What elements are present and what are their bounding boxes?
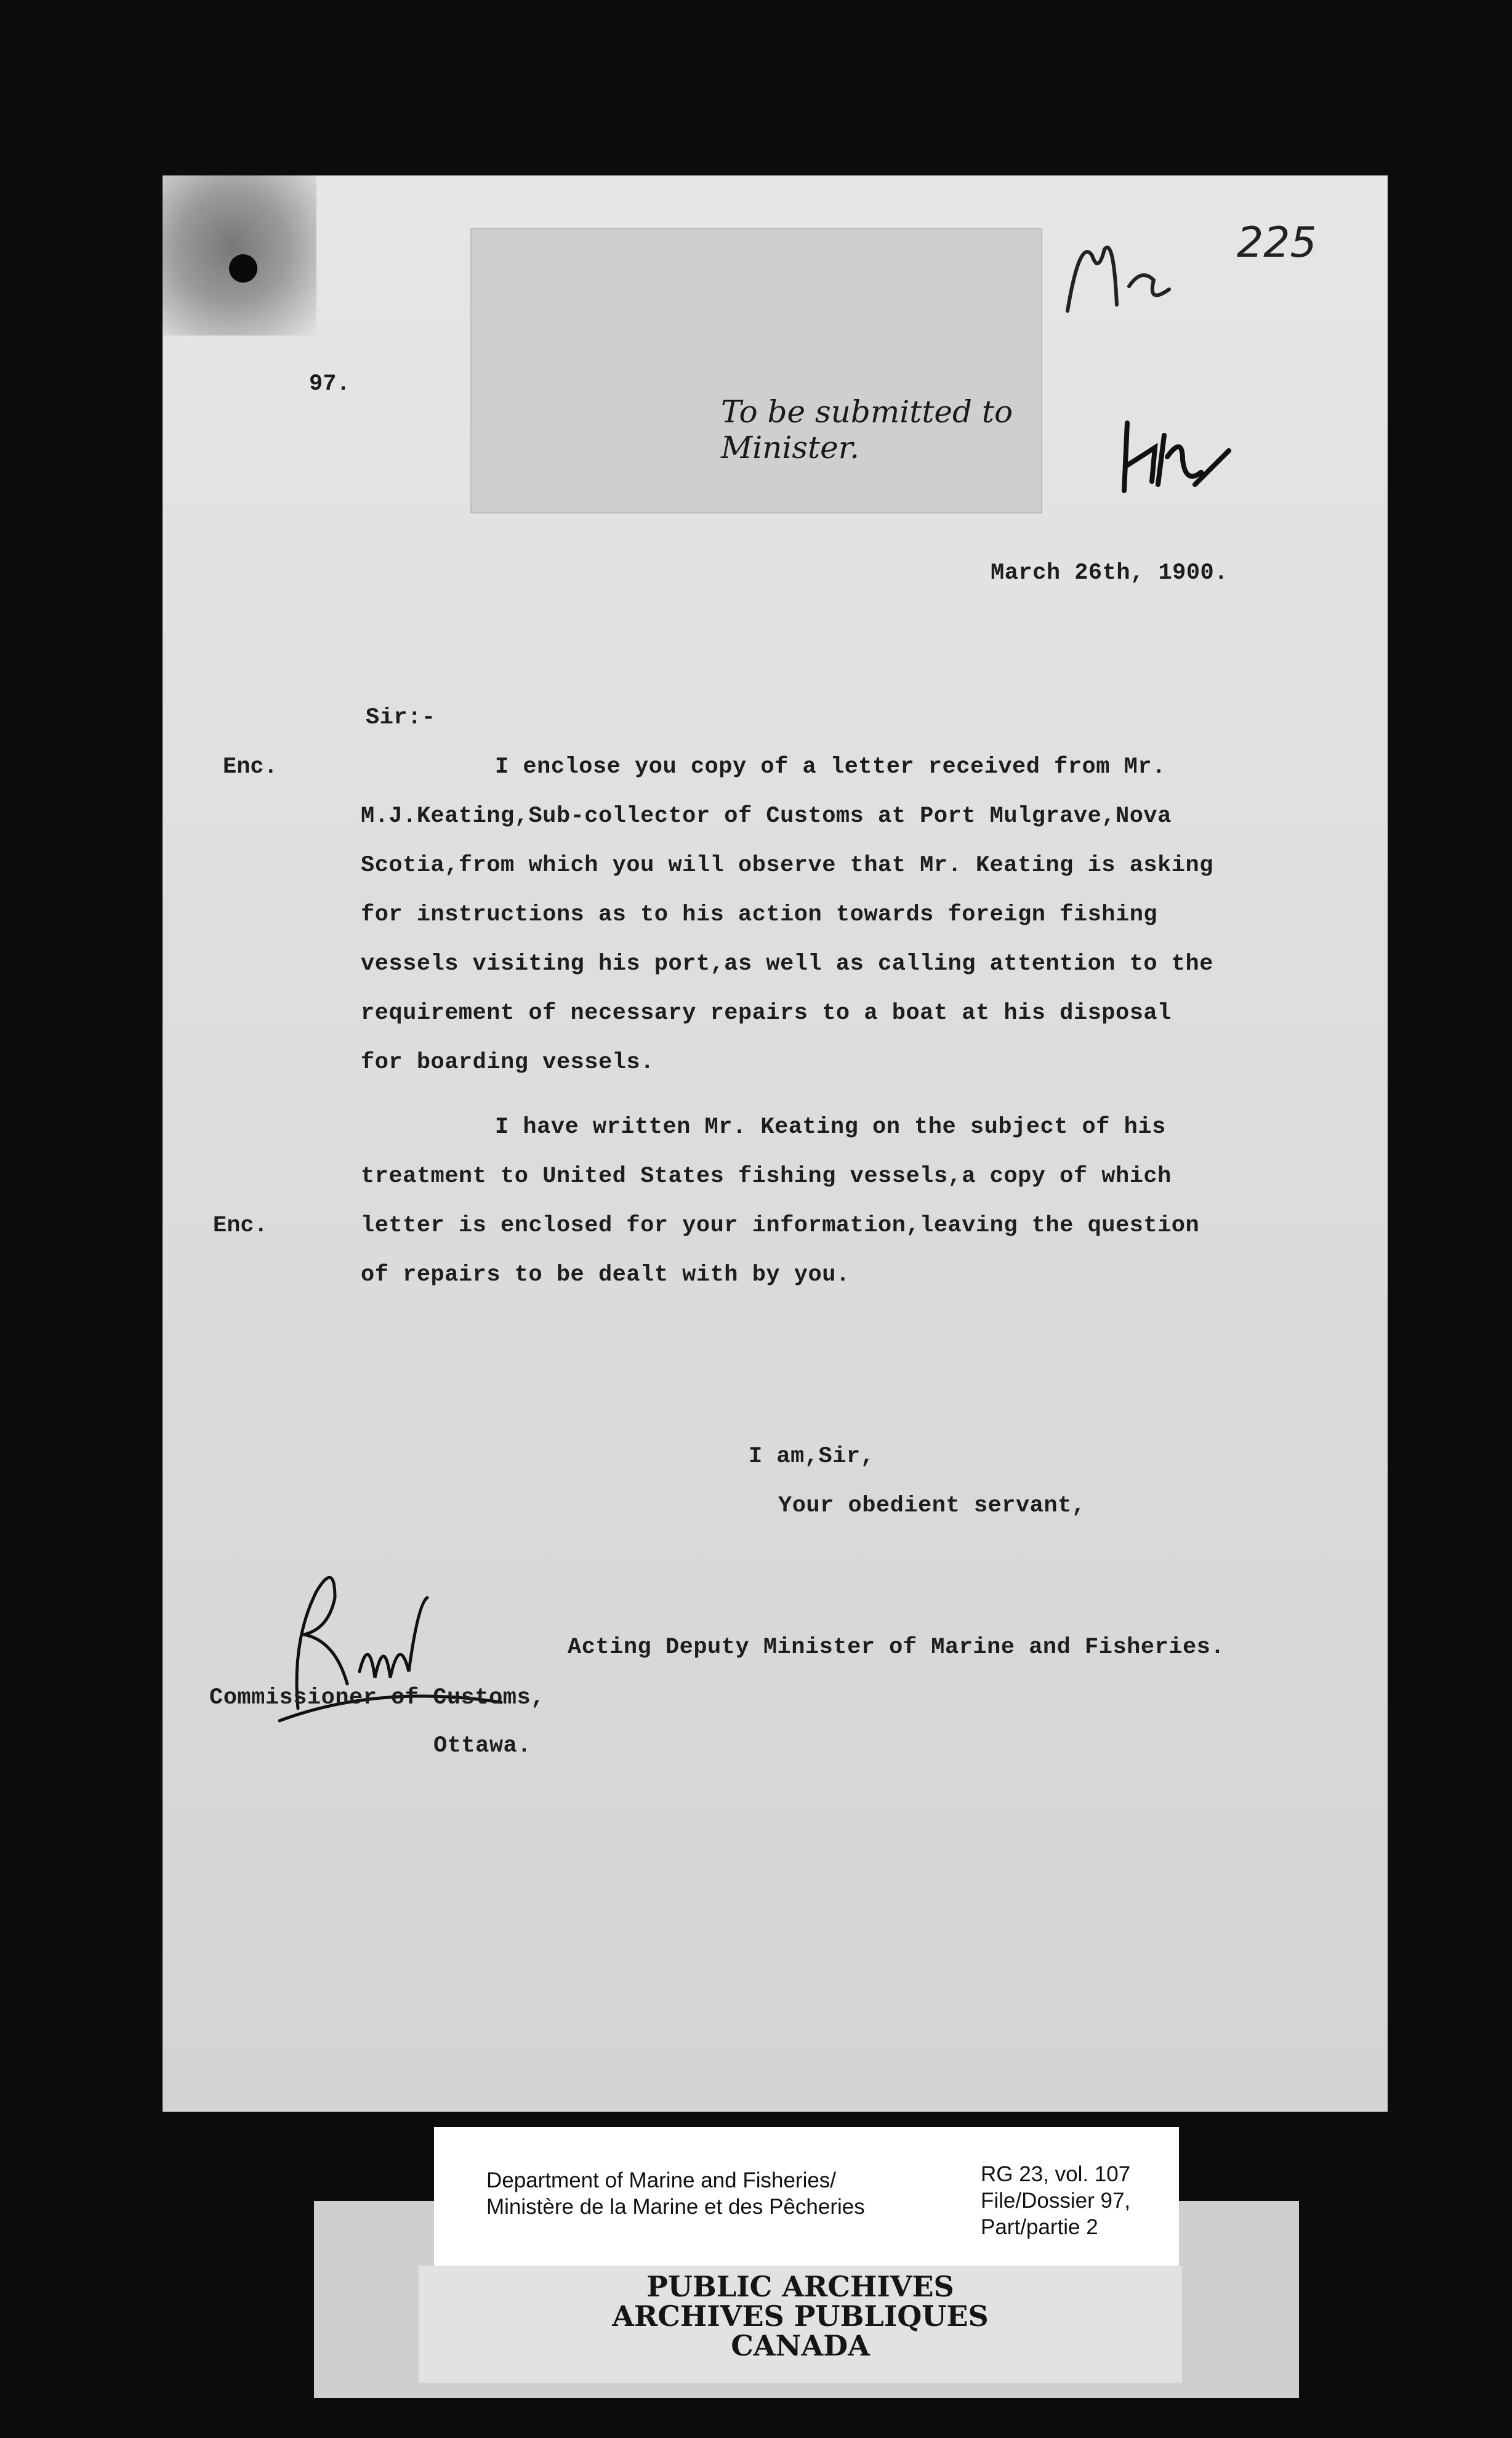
label-right-line-1: RG 23, vol. 107 [981, 2162, 1131, 2186]
archive-stamp [419, 2266, 1182, 2383]
label-department [486, 2167, 865, 2220]
file-number: 97. [309, 371, 350, 397]
margin-enc-2: Enc. [213, 1213, 268, 1239]
body-line: for boarding vessels. [361, 1050, 654, 1076]
slip-text: To be submitted to Minister. [721, 394, 1013, 465]
body-line: Scotia,from which you will observe that Mr. Keating is asking [361, 853, 1213, 879]
body-line: I enclose you copy of a letter received from Mr. [495, 754, 1166, 780]
body-line: vessels visiting his port,as well as calling attention to the [361, 951, 1213, 977]
addressee-line-2: Ottawa. [433, 1733, 531, 1759]
label-right-line-3: Part/partie 2 [981, 2215, 1098, 2239]
punch-hole [229, 254, 257, 283]
label-left-line-1: Department of Marine and Fisheries/ [486, 2168, 837, 2192]
submission-slip [470, 228, 1042, 513]
letter-date: March 26th, 1900. [991, 560, 1228, 586]
closing-line-1: I am,Sir, [749, 1444, 875, 1470]
document-sheet [163, 175, 1388, 2112]
label-reference [981, 2161, 1130, 2240]
stamp-line-3: CANADA [731, 2329, 870, 2362]
salutation: Sir:- [366, 705, 436, 731]
margin-enc-1: Enc. [223, 754, 278, 780]
body-line: of repairs to be dealt with by you. [361, 1262, 850, 1288]
label-right-line-2: File/Dossier 97, [981, 2189, 1131, 2213]
page-number: 225 [1237, 219, 1317, 267]
body-line: for instructions as to his action towards foreign fishing [361, 902, 1158, 928]
archive-label [434, 2127, 1179, 2284]
signature-title: Acting Deputy Minister of Marine and Fisheries. [568, 1635, 1225, 1660]
body-line: letter is enclosed for your information,leaving the question [361, 1213, 1200, 1239]
handwritten-initials [1109, 398, 1232, 503]
body-line: treatment to United States fishing vessels,a copy of which [361, 1164, 1172, 1189]
stamp-line-1: PUBLIC ARCHIVES [646, 2270, 954, 2303]
label-left-line-2: Ministère de la Marine et des Pêcheries [486, 2195, 865, 2219]
body-line: requirement of necessary repairs to a boat at his disposal [361, 1000, 1172, 1026]
body-line: I have written Mr. Keating on the subject of his [495, 1114, 1166, 1140]
closing-line-2: Your obedient servant, [778, 1493, 1086, 1519]
body-line: M.J.Keating,Sub-collector of Customs at Port Mulgrave,Nova [361, 803, 1172, 829]
handwritten-mc [1055, 212, 1191, 317]
stamp-line-2: ARCHIVES PUBLIQUES [612, 2299, 989, 2333]
addressee-line-1: Commissioner of Customs, [209, 1685, 545, 1711]
